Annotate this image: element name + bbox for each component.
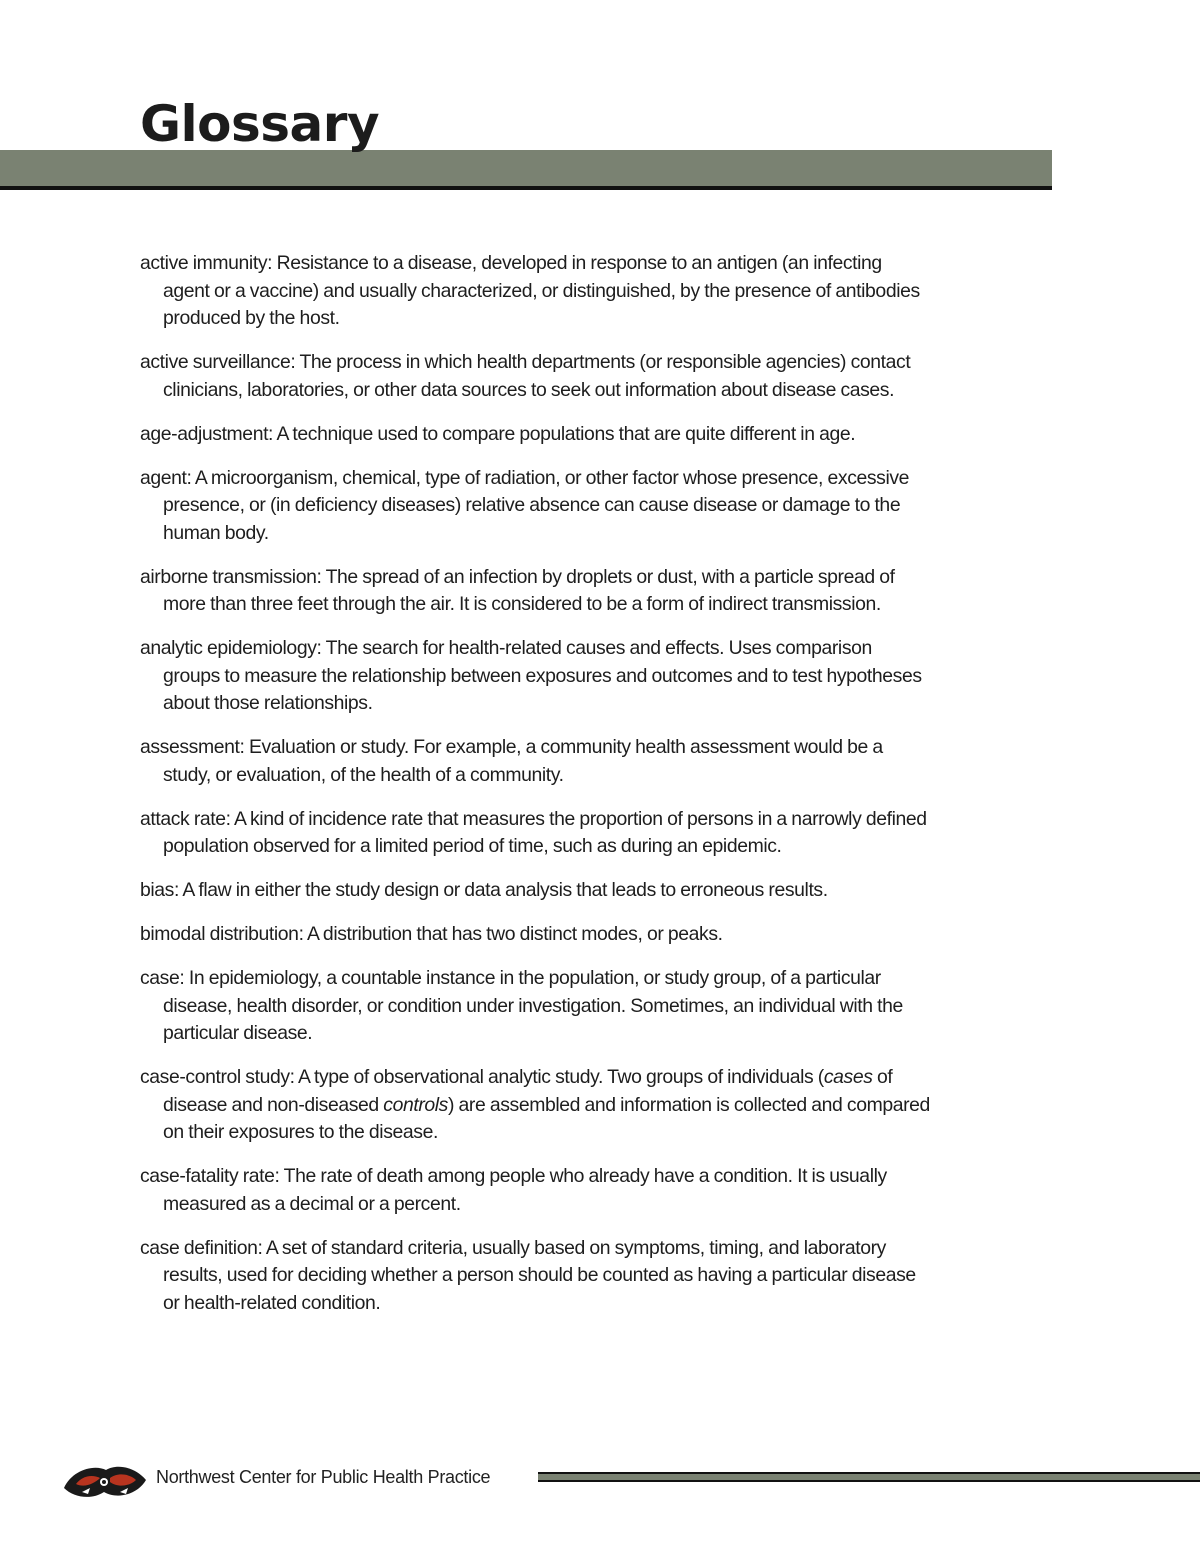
glossary-entry [140,421,930,449]
glossary-definition: The rate of death among people who already have a condition. It is usually measured as a decimal or a percent. [163,1165,887,1215]
glossary-entry [140,465,930,548]
glossary-definition: Evaluation or study. For example, a community health assessment would be a study, or evaluation, of the health of a community. [163,736,883,786]
glossary-italic-term: controls [383,1093,448,1116]
glossary-term: age-adjustment: [140,422,274,445]
glossary-definition: A flaw in either the study design or data analysis that leads to erroneous results. [178,879,828,901]
glossary-entry [140,349,930,404]
glossary-entry [140,1064,930,1147]
glossary-entry [140,564,930,619]
page-title: Glossary [140,95,380,153]
footer-rule [538,1472,1200,1482]
glossary-definition: A type of observational analytic study. Two groups of individuals ( [294,1066,824,1088]
glossary-term: analytic epidemiology: [140,637,322,659]
glossary-entry [140,250,930,333]
glossary-definition: Resistance to a disease, developed in response to an antigen (an infecting agent or a vaccine) and usually characterized, or distinguished, by the presence of antibodies produced by the host. [163,252,920,329]
glossary-definition: In epidemiology, a countable instance in the population, or study group, of a particular disease, health disorder, or condition under investigation. Sometimes, an individual with the particular disease. [163,967,903,1044]
glossary-italic-term: cases [823,1066,873,1088]
glossary-term: case-fatality rate: [140,1165,280,1187]
glossary-entry [140,734,930,789]
glossary-entry [140,1163,930,1218]
glossary-term: airborne transmission: [140,565,322,588]
title-band [0,150,1052,190]
glossary-term: active surveillance: [140,351,296,373]
glossary-definition: The search for health-related causes and effects. Uses comparison groups to measure the relationship between exposures and outcomes and to test hypotheses about those relationships. [163,637,922,714]
footer-organization: Northwest Center for Public Health Practice [156,1467,491,1487]
glossary-term: attack rate: [140,807,231,830]
glossary-definition: The spread of an infection by droplets or dust, with a particle spread of more than three feet through the air. It is considered to be a form of indirect transmission. [163,565,895,615]
glossary-definition: The process in which health departments (or responsible agencies) contact clinicians, laboratories, or other data sources to seek out information about disease cases. [163,351,911,401]
glossary-definition: A microorganism, chemical, type of radiation, or other factor whose presence, excessive presence, or (in deficiency diseases) relative absence can cause disease or damage to the human body. [163,466,910,544]
salmon-logo-icon [60,1458,148,1502]
glossary-definition: A technique used to compare populations that are quite different in age. [273,422,856,445]
glossary-term: bimodal distribution: [140,923,304,945]
glossary-term: case-control study: [140,1066,295,1088]
glossary-definition: A distribution that has two distinct modes, or peaks. [303,923,723,945]
glossary-definition: ) are assembled and information is collected and compared on their exposures to the disease. [163,1093,930,1143]
glossary-term: agent: [140,466,192,489]
glossary-entry [140,877,930,905]
glossary-list [140,250,930,1334]
glossary-entry [140,635,930,718]
glossary-definition: A set of standard criteria, usually based on symptoms, timing, and laboratory results, used for deciding whether a person should be counted as having a particular disease or health-related condition. [163,1236,916,1314]
glossary-term: case definition: [140,1236,263,1259]
glossary-term: bias: [140,879,179,901]
glossary-definition: A kind of incidence rate that measures the proportion of persons in a narrowly defined population observed for a limited period of time, such as during an epidemic. [163,807,927,857]
glossary-definition: of disease and non-diseased [163,1066,893,1116]
glossary-entry [140,921,930,949]
glossary-entry [140,965,930,1048]
glossary-entry [140,1235,930,1318]
glossary-term: case: [140,967,185,989]
glossary-term: active immunity: [140,252,273,274]
glossary-entry [140,806,930,861]
glossary-term: assessment: [140,736,245,758]
